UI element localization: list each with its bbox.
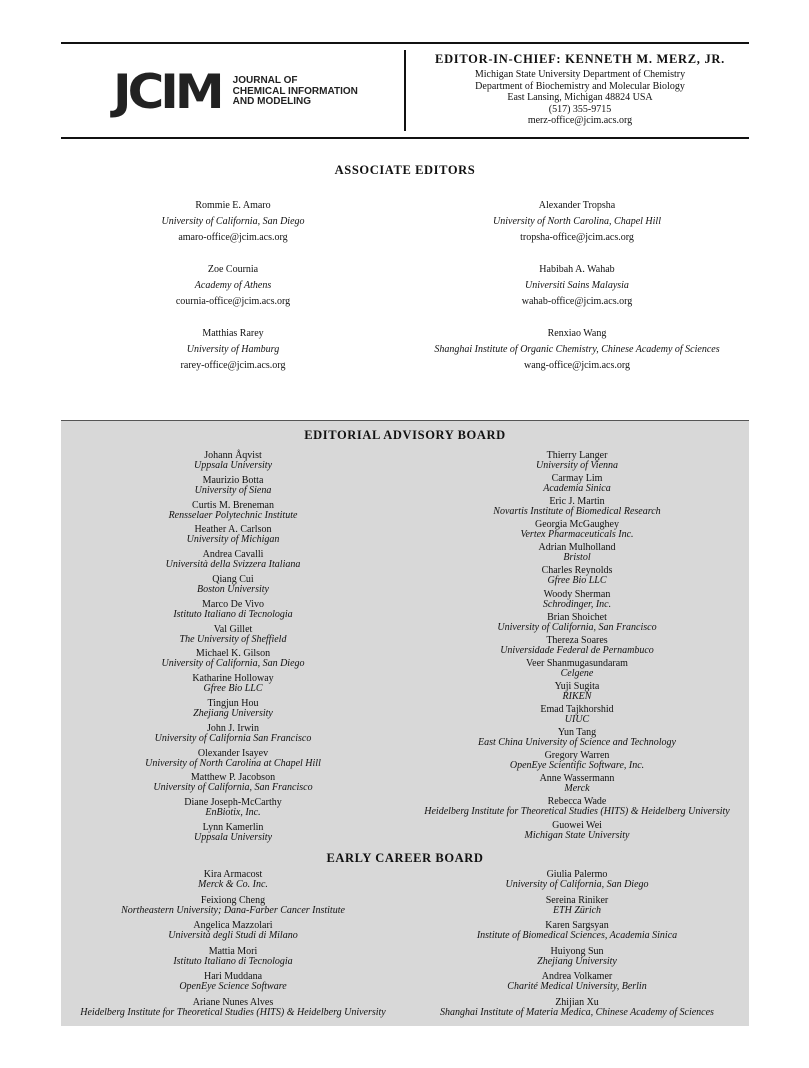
member-affiliation: RIKEN (562, 690, 592, 702)
board-member (405, 613, 749, 636)
early-career-board-right (405, 870, 749, 1024)
member-name: Gregory Warren (544, 750, 610, 762)
member-name: Diane Joseph-McCarthy (184, 797, 282, 809)
editor-name: Habibah A. Wahab (539, 264, 615, 275)
board-member (405, 636, 749, 659)
member-name: John J. Irwin (207, 722, 259, 734)
board-member (61, 674, 405, 699)
member-name: Yun Tang (557, 727, 597, 739)
member-affiliation: Schrodinger, Inc. (542, 598, 612, 610)
member-affiliation: EnBiotix, Inc. (205, 807, 261, 819)
member-affiliation: Merck (564, 783, 590, 795)
associate-editor (61, 198, 405, 262)
member-affiliation: Vertex Pharmaceuticals Inc. (520, 529, 634, 541)
member-affiliation: OpenEye Science Software (179, 981, 287, 993)
member-name: Tingjun Hou (207, 697, 259, 709)
board-member (405, 774, 749, 797)
member-name: Thierry Langer (546, 450, 608, 461)
member-name: Olexander Isayev (197, 747, 269, 759)
member-name: Karen Sargsyan (545, 920, 609, 932)
logo-mark: JCIM (113, 64, 221, 120)
board-member (61, 798, 405, 823)
board-member (405, 797, 749, 820)
member-name: Georgia McGaughey (535, 519, 619, 531)
editor-name: Alexander Tropsha (538, 200, 616, 211)
member-affiliation: OpenEye Scientific Software, Inc. (509, 760, 645, 772)
member-name: Lynn Kamerlin (202, 821, 264, 833)
member-affiliation: Rensselaer Polytechnic Institute (168, 509, 298, 521)
member-affiliation: ETH Zürich (552, 904, 602, 916)
member-name: Charles Reynolds (541, 565, 613, 577)
board-member (61, 998, 405, 1024)
editor-in-chief-title: EDITOR-IN-CHIEF: KENNETH M. MERZ, JR. (435, 52, 725, 66)
member-affiliation: Heidelberg Institute for Theoretical Studies (HITS) & Heidelberg University (80, 1006, 386, 1018)
member-name: Maurizio Botta (202, 474, 264, 486)
member-name: Curtis M. Breneman (192, 499, 274, 511)
member-name: Sereina Riniker (545, 894, 609, 906)
member-affiliation: Gfree Bio LLC (203, 683, 263, 695)
editor-name: Renxiao Wang (547, 328, 607, 339)
member-affiliation: Bristol (563, 552, 591, 564)
member-affiliation: Boston University (197, 583, 269, 595)
member-affiliation: Merck & Co. Inc. (198, 879, 268, 890)
board-member (61, 699, 405, 724)
member-affiliation: Heidelberg Institute for Theoretical Studies (HITS) & Heidelberg University (424, 806, 730, 818)
board-member (405, 998, 749, 1024)
member-affiliation: University of California, San Francisco (153, 782, 313, 794)
board-member (405, 921, 749, 947)
member-affiliation: Academia Sinica (543, 483, 611, 495)
editor-affiliation: Shanghai Institute of Organic Chemistry, Chinese Academy of Sciences (434, 344, 720, 355)
member-affiliation: University of California, San Francisco (497, 621, 657, 633)
member-affiliation: University of California, San Diego (505, 879, 649, 890)
member-name: Michael K. Gilson (195, 648, 271, 660)
member-name: Woody Sherman (543, 588, 611, 600)
board-member (405, 474, 749, 497)
board-member (61, 947, 405, 973)
board-member (61, 501, 405, 526)
member-affiliation: East China University of Science and Technology (478, 737, 676, 749)
member-name: Anne Wassermann (539, 773, 615, 785)
board-member (405, 566, 749, 589)
editor-in-chief-block (420, 52, 740, 127)
member-affiliation: Charité Medical University, Berlin (507, 981, 647, 993)
member-name: Carmay Lim (551, 473, 603, 485)
editor-email: wahab-office@jcim.acs.org (521, 296, 633, 307)
editor-affiliation: Academy of Athens (194, 280, 272, 291)
member-name: Kira Armacost (203, 869, 263, 880)
board-member (405, 947, 749, 973)
eic-line: Michigan State University Department of Chemistry (474, 69, 686, 80)
member-name: Emad Tajkhorshid (540, 704, 614, 716)
associate-editors-right (405, 198, 749, 390)
member-affiliation: Novartis Institute of Biomedical Research (493, 506, 661, 518)
eic-line: (517) 355-9715 (548, 103, 612, 115)
member-name: Qiang Cui (212, 573, 254, 585)
board-member (61, 749, 405, 774)
member-affiliation: Università degli Studi di Milano (168, 930, 298, 942)
eic-line: Department of Biochemistry and Molecular Biology (475, 80, 685, 92)
member-name: Angelica Mazzolari (193, 920, 273, 932)
member-name: Giulia Palermo (546, 869, 608, 880)
member-affiliation: University of North Carolina at Chapel Hill (145, 757, 321, 769)
member-affiliation: Istituto Italiano di Tecnologia (173, 955, 293, 967)
member-affiliation: University of California San Francisco (154, 732, 312, 744)
member-name: Thereza Soares (546, 634, 608, 646)
associate-editors-left (61, 198, 405, 390)
member-name: Ariane Nunes Alves (192, 996, 274, 1008)
editor-affiliation: University of California, San Diego (161, 216, 305, 227)
board-member (61, 972, 405, 998)
member-name: Veer Shanmugasundaram (526, 657, 628, 669)
member-name: Val Gillet (213, 623, 253, 635)
logo-line: JOURNAL OF (232, 75, 298, 87)
board-member (405, 972, 749, 998)
member-affiliation: Uppsala University (193, 831, 273, 843)
logo-line: AND MODELING (232, 96, 312, 108)
board-member (61, 823, 405, 848)
board-member (405, 451, 749, 474)
member-affiliation: Università della Svizzera Italiana (165, 559, 301, 571)
editor-name: Rommie E. Amaro (195, 200, 271, 211)
associate-editor (61, 326, 405, 390)
member-name: Hari Muddana (203, 971, 263, 983)
board-member (405, 497, 749, 520)
board-member (405, 728, 749, 751)
board-member (61, 451, 405, 476)
editor-affiliation: University of North Carolina, Chapel Hill (493, 216, 661, 227)
board-member (405, 590, 749, 613)
advisory-board-left (61, 451, 405, 848)
eic-line: East Lansing, Michigan 48824 USA (507, 92, 653, 103)
member-affiliation: Istituto Italiano di Tecnologia (173, 608, 293, 620)
associate-editors-title: ASSOCIATE EDITORS (334, 163, 476, 177)
member-name: Heather A. Carlson (194, 524, 272, 536)
editor-affiliation: Universiti Sains Malaysia (525, 280, 629, 291)
member-affiliation: University of Vienna (535, 460, 619, 471)
member-name: Katharine Holloway (192, 673, 274, 685)
member-affiliation: Michigan State University (524, 829, 630, 841)
board-member (61, 625, 405, 650)
member-affiliation: Celgene (560, 667, 594, 679)
board-member (61, 649, 405, 674)
board-member (405, 682, 749, 705)
member-name: Eric J. Martin (549, 496, 605, 508)
member-affiliation: Institute of Biomedical Sciences, Academia Sinica (476, 930, 678, 942)
board-member (61, 896, 405, 922)
board-member (61, 550, 405, 575)
member-name: Huiyong Sun (550, 945, 604, 957)
board-member (405, 870, 749, 896)
advisory-board-right (405, 451, 749, 844)
member-name: Adrian Mulholland (538, 542, 616, 554)
header-divider (404, 50, 406, 131)
board-member (405, 821, 749, 844)
associate-editor (405, 326, 749, 390)
eic-email: merz-office@jcim.acs.org (527, 115, 633, 126)
jcim-logo (113, 64, 358, 120)
member-name: Andrea Cavalli (202, 549, 264, 561)
member-name: Matthew P. Jacobson (190, 772, 276, 784)
logo-text (233, 76, 358, 108)
board-member (405, 896, 749, 922)
member-affiliation: Shanghai Institute of Materia Medica, Chinese Academy of Sciences (440, 1006, 714, 1018)
editor-name: Matthias Rarey (202, 328, 264, 339)
member-affiliation: UIUC (564, 714, 590, 726)
board-member (61, 870, 405, 896)
editor-email: cournia-office@jcim.acs.org (175, 296, 291, 307)
editor-name: Zoe Cournia (207, 264, 259, 275)
member-name: Brian Shoichet (547, 611, 607, 623)
member-name: Mattia Mori (208, 945, 258, 957)
member-name: Feixiong Cheng (200, 894, 266, 906)
member-name: Marco De Vivo (202, 598, 264, 610)
member-affiliation: The University of Sheffield (179, 633, 287, 645)
editor-email: rarey-office@jcim.acs.org (180, 360, 286, 371)
editor-email: wang-office@jcim.acs.org (523, 360, 631, 371)
board-member (61, 525, 405, 550)
board-member (405, 520, 749, 543)
boards-panel (61, 420, 749, 1026)
associate-editor (405, 198, 749, 262)
board-member (405, 751, 749, 774)
header-rule (61, 137, 749, 139)
associate-editor (61, 262, 405, 326)
associate-editor (405, 262, 749, 326)
editor-email: amaro-office@jcim.acs.org (178, 232, 288, 243)
member-affiliation: Gfree Bio LLC (547, 575, 607, 587)
board-member (61, 724, 405, 749)
board-member (61, 600, 405, 625)
member-affiliation: Northeastern University; Dana-Farber Cancer Institute (121, 904, 345, 916)
early-career-board-title: EARLY CAREER BOARD (326, 851, 484, 865)
member-affiliation: Universidade Federal de Pernambuco (500, 644, 654, 656)
member-name: Rebecca Wade (547, 796, 607, 808)
member-affiliation: Uppsala University (193, 460, 273, 471)
board-member (405, 659, 749, 682)
member-affiliation: University of Siena (194, 484, 272, 496)
board-member (405, 543, 749, 566)
member-name: Guowei Wei (552, 819, 602, 831)
logo-line: CHEMICAL INFORMATION (232, 85, 358, 97)
board-member (61, 773, 405, 798)
early-career-board-left (61, 870, 405, 1024)
member-affiliation: Zhejiang University (537, 955, 617, 967)
board-member (61, 921, 405, 947)
editorial-advisory-board-title: EDITORIAL ADVISORY BOARD (304, 428, 506, 442)
member-name: Andrea Volkamer (541, 971, 613, 983)
member-name: Zhijian Xu (555, 996, 599, 1008)
board-member (405, 705, 749, 728)
member-affiliation: University of California, San Diego (161, 658, 305, 670)
editor-email: tropsha-office@jcim.acs.org (520, 232, 634, 243)
member-affiliation: University of Michigan (186, 534, 280, 546)
member-name: Yuji Sugita (554, 680, 600, 692)
member-affiliation: Zhejiang University (193, 707, 273, 719)
board-member (61, 476, 405, 501)
top-rule (61, 42, 749, 44)
board-member (61, 575, 405, 600)
member-name: Johann Åqvist (204, 450, 262, 461)
editor-affiliation: University of Hamburg (186, 344, 280, 355)
